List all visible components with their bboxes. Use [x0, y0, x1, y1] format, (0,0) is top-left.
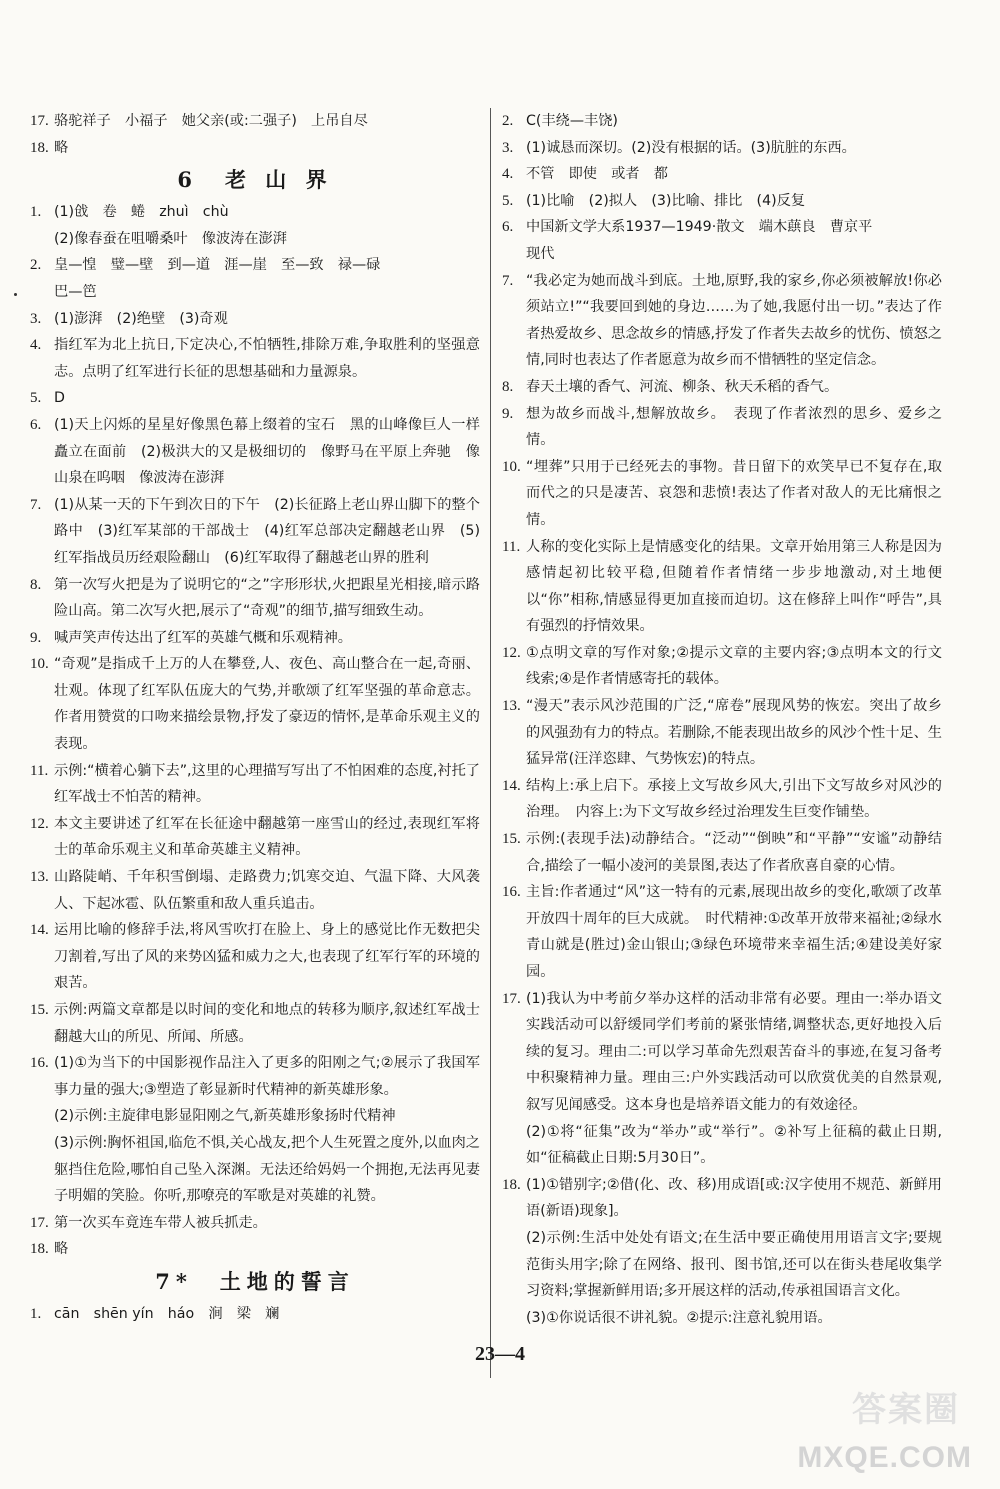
answer-text: [526, 693, 942, 773]
answer-item: [502, 879, 942, 985]
answer-line: (1)戗 卷 蜷 zhuì chù: [54, 204, 229, 221]
question-number: 18.: [30, 139, 49, 156]
answer-text: [526, 268, 942, 374]
answer-line: 略: [54, 1241, 69, 1258]
answer-line: (1)我认为中考前夕举办这样的活动非常有必要。理由一:举办语文实践活动可以舒缓同学们考前的紧张情绪,调整状态,更好地投入后续的复习。理由二:可以学习革命先烈艰苦奋斗的事迹,在复习备考中积聚精神力量。理由三:户外实践活动可以欣赏优美的自然景观,叙写见闻感受。这本身也是培养语文能力的有效途径。: [526, 990, 942, 1113]
answer-line: (1)①错别字;②借(化、改、移)用成语[或:汉字使用不规范、新鲜用语(新语)现象]。: [526, 1176, 942, 1220]
answer-text: [526, 214, 942, 267]
answer-line: (1)澎湃 (2)绝壁 (3)奇观: [54, 310, 228, 327]
answer-line: (2)①将“征集”改为“举办”或“举行”。②补写上征稿的截止日期,如“征稿截止日期:5月30日”。: [526, 1123, 942, 1167]
watermark-logo: 答案圈: [852, 1390, 960, 1430]
answer-line: “漫天”表示风沙范围的广泛,“席卷”展现风势的恢宏。突出了故乡的风强劲有力的特点。若删除,不能表现出故乡的风沙个性十足、生猛异常(汪洋恣肆、气势恢宏)的特点。: [526, 698, 942, 768]
answer-text: [526, 374, 942, 401]
answer-line: “埋葬”只用于已经死去的事物。昔日留下的欢笑早已不复存在,取而代之的只是凄苦、哀怨和悲愤!表达了作者对敌人的无比痛恨之情。: [526, 458, 942, 528]
question-number: 9.: [502, 405, 514, 422]
answer-text: [54, 758, 480, 811]
answer-line: D: [54, 390, 65, 407]
question-number: 5.: [30, 390, 42, 407]
question-number: 7.: [502, 272, 514, 289]
answer-item: [502, 214, 942, 267]
answer-text: [54, 1236, 480, 1263]
answer-item: [502, 188, 942, 215]
answer-item: [30, 1301, 480, 1328]
question-number: 1.: [30, 1305, 42, 1322]
answer-text: [526, 534, 942, 640]
answer-line: 不管 即使 或者 都: [526, 166, 668, 183]
answer-line: (1)从某一天的下午到次日的下午 (2)长征路上老山界山脚下的整个路中 (3)红军某部的干部战士 (4)红军总部决定翻越老山界 (5)红军指战员历经艰险翻山 (6)红军取得了翻越老山界的胜利: [54, 496, 480, 566]
answer-line: 结构上:承上启下。承接上文写故乡风大,引出下文写故乡对风沙的治理。 内容上:为下文写故乡经过治理发生巨变作铺垫。: [526, 777, 942, 821]
answer-text: [526, 826, 942, 879]
question-number: 17.: [30, 113, 49, 129]
answer-line: (1)①为当下的中国影视作品注入了更多的阳刚之气;②展示了我国军事力量的强大;③塑造了彰显新时代精神的新英雄形象。: [54, 1055, 480, 1098]
answer-text: [526, 401, 942, 454]
section-title-lesson-6: 6 老 山 界: [177, 167, 333, 193]
answer-line: C(丰绕—丰饶): [526, 113, 618, 129]
scan-dot: [14, 293, 17, 296]
answer-item: [30, 811, 480, 864]
answer-text: [526, 1172, 942, 1332]
answer-text: [54, 811, 480, 864]
answer-text: [54, 572, 480, 625]
answer-item: [30, 1210, 480, 1237]
question-number: 16.: [30, 1055, 49, 1072]
answer-line: 想为故乡而战斗,想解放故乡。 表现了作者浓烈的思乡、爱乡之情。: [526, 405, 942, 449]
answer-item: [30, 997, 480, 1050]
answer-item: [30, 135, 480, 162]
answer-item: [502, 986, 942, 1172]
right-column: [502, 108, 942, 1331]
answer-text: [54, 385, 480, 412]
answer-text: [526, 161, 942, 188]
answer-item: [502, 135, 942, 162]
answer-line: 本文主要讲述了红军在长征途中翻越第一座雪山的经过,表现红军将士的革命乐观主义和革命英雄主义精神。: [54, 815, 480, 859]
question-number: 12.: [30, 815, 49, 832]
answer-line: “我必定为她而战斗到底。土地,原野,我的家乡,你必须被解放!你必须站立!”“我要回到她的身边……为了她,我愿付出一切。”表达了作者热爱故乡、思念故乡的情感,抒发了作者失去故乡的忧伤、愤怒之情,同时也表达了作者愿意为故乡而不惜牺牲的坚定信念。: [526, 272, 942, 369]
question-number: 3.: [30, 310, 42, 327]
answer-item: [30, 1236, 480, 1263]
answer-item: [30, 492, 480, 572]
question-number: 14.: [502, 777, 521, 794]
left-column: [30, 108, 480, 1328]
answer-line: 巴—笆: [54, 283, 97, 300]
answer-text: [526, 135, 942, 162]
question-number: 10.: [502, 458, 521, 475]
question-number: 15.: [502, 831, 521, 848]
question-number: 15.: [30, 1002, 49, 1018]
answer-text: 骆驼祥子 小福子 她父亲(或:二强子) 上吊自尽: [54, 113, 368, 129]
question-number: 2.: [30, 257, 42, 274]
answer-line: (3)示例:胸怀祖国,临危不惧,关心战友,把个人生死置之度外,以血肉之躯挡住危险,哪怕自己坠入深渊。无法还给妈妈一个拥抱,无法再见妻子明媚的笑脸。你听,那嘹亮的军歌是对英雄的礼赞。: [54, 1134, 480, 1205]
answer-item: [30, 306, 480, 333]
answer-item: [30, 199, 480, 252]
answer-item: [502, 401, 942, 454]
question-number: 7.: [30, 496, 42, 513]
answer-text: [54, 1210, 480, 1237]
watermark-text: MXQE.COM: [797, 1441, 972, 1474]
answer-text: 略: [54, 139, 69, 156]
answer-text: [54, 1301, 480, 1328]
question-number: 9.: [30, 629, 42, 646]
answer-text: [526, 108, 942, 135]
answer-text: [54, 997, 480, 1050]
section-title-lesson-7: 7* 土地的誓言: [155, 1268, 355, 1294]
answer-item: [502, 374, 942, 401]
answer-line: (2)示例:生活中处处有语文;在生活中要正确使用用语言文字;要规范街头用字;除了在网络、报刊、图书馆,还可以在街头巷尾收集学习资料;掌握新鲜用语;多开展这样的活动,传承祖国语言文化。: [526, 1229, 942, 1300]
answer-text: [54, 199, 480, 252]
question-number: 6.: [30, 416, 42, 433]
question-number: 6.: [502, 219, 514, 236]
answer-line: (1)比喻 (2)拟人 (3)比喻、排比 (4)反复: [526, 192, 806, 209]
answer-text: [54, 332, 480, 385]
answer-text: [526, 773, 942, 826]
answer-line: 现代: [526, 245, 555, 262]
question-number: 11.: [502, 538, 521, 555]
answer-item: [502, 454, 942, 534]
page-number: 23—4: [475, 1343, 525, 1365]
answer-text: [54, 412, 480, 492]
answer-item: [30, 758, 480, 811]
answer-line: 皇—惶 璧—壁 到—道 涯—崖 至—致 禄—碌: [54, 257, 381, 274]
answer-item: [502, 693, 942, 773]
answer-text: [526, 986, 942, 1172]
question-number: 13.: [30, 869, 49, 886]
answer-item: [30, 572, 480, 625]
answer-text: [54, 864, 480, 917]
answer-item: [502, 826, 942, 879]
question-number: 4.: [30, 337, 42, 354]
question-number: 10.: [30, 656, 49, 673]
answer-text: [54, 252, 480, 305]
question-number: 18.: [502, 1176, 521, 1193]
question-number: 8.: [502, 378, 514, 395]
answer-line: 示例:“横着心躺下去”,这里的心理描写写出了不怕困难的态度,衬托了红军战士不怕苦的精神。: [54, 762, 480, 806]
question-number: 11.: [30, 762, 49, 779]
answer-item: [502, 268, 942, 374]
answer-line: 人称的变化实际上是情感变化的结果。文章开始用第三人称是因为感情起初比较平稳,但随着作者情绪一步步地激动,对土地便以“你”相称,情感显得更加直接而迫切。这在修辞上叫作“呼告”,具有强烈的抒情效果。: [526, 538, 942, 635]
answer-text: [526, 188, 942, 215]
answer-item: [30, 625, 480, 652]
answer-item: [30, 108, 480, 135]
question-number: 17.: [30, 1214, 49, 1231]
question-number: 4.: [502, 166, 514, 183]
answer-line: 第一次买车竟连车带人被兵抓走。: [54, 1214, 267, 1231]
question-number: 1.: [30, 204, 42, 221]
answer-line: (1)天上闪烁的星星好像黑色幕上缀着的宝石 黑的山峰像巨人一样矗立在面前 (2)极洪大的又是极细切的 像野马在平原上奔驰 像山泉在呜咽 像波涛在澎湃: [54, 416, 480, 487]
answer-item: [502, 1172, 942, 1332]
answer-item: [502, 640, 942, 693]
answer-line: 春天土壤的香气、河流、柳条、秋天禾稻的香气。: [526, 378, 839, 395]
answer-text: [54, 651, 480, 757]
answer-text: [54, 306, 480, 333]
question-number: 18.: [30, 1241, 49, 1258]
answer-line: (3)①你说话很不讲礼貌。②提示:注意礼貌用语。: [526, 1309, 832, 1326]
answer-text: [54, 492, 480, 572]
answer-item: [30, 864, 480, 917]
answer-item: [30, 1050, 480, 1210]
answer-item: [502, 108, 942, 135]
answer-text: [526, 454, 942, 534]
answer-line: 示例:(表现手法)动静结合。“泛动”“倒映”和“平静”“安谧”动静结合,描绘了一幅小凌河的美景图,表达了作者欣喜自豪的心情。: [526, 831, 942, 874]
answer-line: 中国新文学大系1937—1949·散文 端木蕻良 曹京平: [526, 219, 873, 236]
answer-line: 喊声笑声传达出了红军的英雄气概和乐观精神。: [54, 629, 352, 646]
answer-line: 示例:两篇文章都是以时间的变化和地点的转移为顺序,叙述红军战士翻越大山的所见、所闻、所感。: [54, 1002, 480, 1045]
answer-line: ①点明文章的写作对象;②提示文章的主要内容;③点明本文的行文线索;④是作者情感寄托的载体。: [526, 644, 942, 688]
answer-item: [30, 651, 480, 757]
question-number: 3.: [502, 139, 514, 156]
question-number: 2.: [502, 113, 514, 129]
question-number: 17.: [502, 990, 521, 1007]
answer-text: [54, 917, 480, 997]
answer-line: 指红军为北上抗日,下定决心,不怕牺牲,排除万难,争取胜利的坚强意志。点明了红军进行长征的思想基础和力量源泉。: [54, 337, 480, 380]
answer-line: (2)像春蚕在咀嚼桑叶 像波涛在澎湃: [54, 230, 287, 247]
answer-line: (1)诚恳而深切。(2)没有根据的话。(3)肮脏的东西。: [526, 139, 856, 156]
question-number: 8.: [30, 576, 42, 593]
answer-item: [30, 332, 480, 385]
answer-text: [54, 1050, 480, 1210]
answer-line: (2)示例:主旋律电影显阳刚之气,新英雄形象扬时代精神: [54, 1108, 396, 1125]
answer-text: [54, 625, 480, 652]
answer-item: [502, 161, 942, 188]
column-divider: [490, 108, 491, 1378]
answer-item: [30, 385, 480, 412]
answer-item: [30, 412, 480, 492]
answer-line: cān shēn yín háo 涧 梁 斓: [54, 1305, 280, 1322]
question-number: 16.: [502, 884, 521, 901]
answer-line: 主旨:作者通过“风”这一特有的元素,展现出故乡的变化,歌颂了改革开放四十周年的巨大成就。 时代精神:①改革开放带来福祉;②绿水青山就是(胜过)金山银山;③绿色环境带来幸福生活;④建设美好家园。: [526, 884, 942, 980]
answer-text: [526, 640, 942, 693]
answer-item: [30, 917, 480, 997]
answer-item: [30, 252, 480, 305]
answer-item: [502, 773, 942, 826]
answer-item: [502, 534, 942, 640]
answer-line: 运用比喻的修辞手法,将风雪吹打在脸上、身上的感觉比作无数把尖刀割着,写出了风的来势凶猛和威力之大,也表现了红军行军的环境的艰苦。: [54, 922, 480, 992]
answer-line: 山路陡峭、千年积雪倒塌、走路费力;饥寒交迫、气温下降、大风袭人、下起冰雹、队伍繁重和敌人重兵追击。: [54, 869, 480, 912]
answer-line: “奇观”是指成千上万的人在攀登,人、夜色、高山整合在一起,奇丽、壮观。体现了红军队伍庞大的气势,并歌颂了红军坚强的革命意志。作者用赞赏的口吻来描绘景物,抒发了豪迈的情怀,是革命乐观主义的表现。: [54, 656, 480, 753]
question-number: 12.: [502, 644, 521, 661]
answer-line: 第一次写火把是为了说明它的“之”字形形状,火把跟星光相接,暗示路险山高。第二次写火把,展示了“奇观”的细节,描写细致生动。: [54, 576, 480, 620]
question-number: 13.: [502, 698, 521, 715]
question-number: 5.: [502, 192, 514, 209]
question-number: 14.: [30, 922, 49, 939]
answer-text: [526, 879, 942, 985]
